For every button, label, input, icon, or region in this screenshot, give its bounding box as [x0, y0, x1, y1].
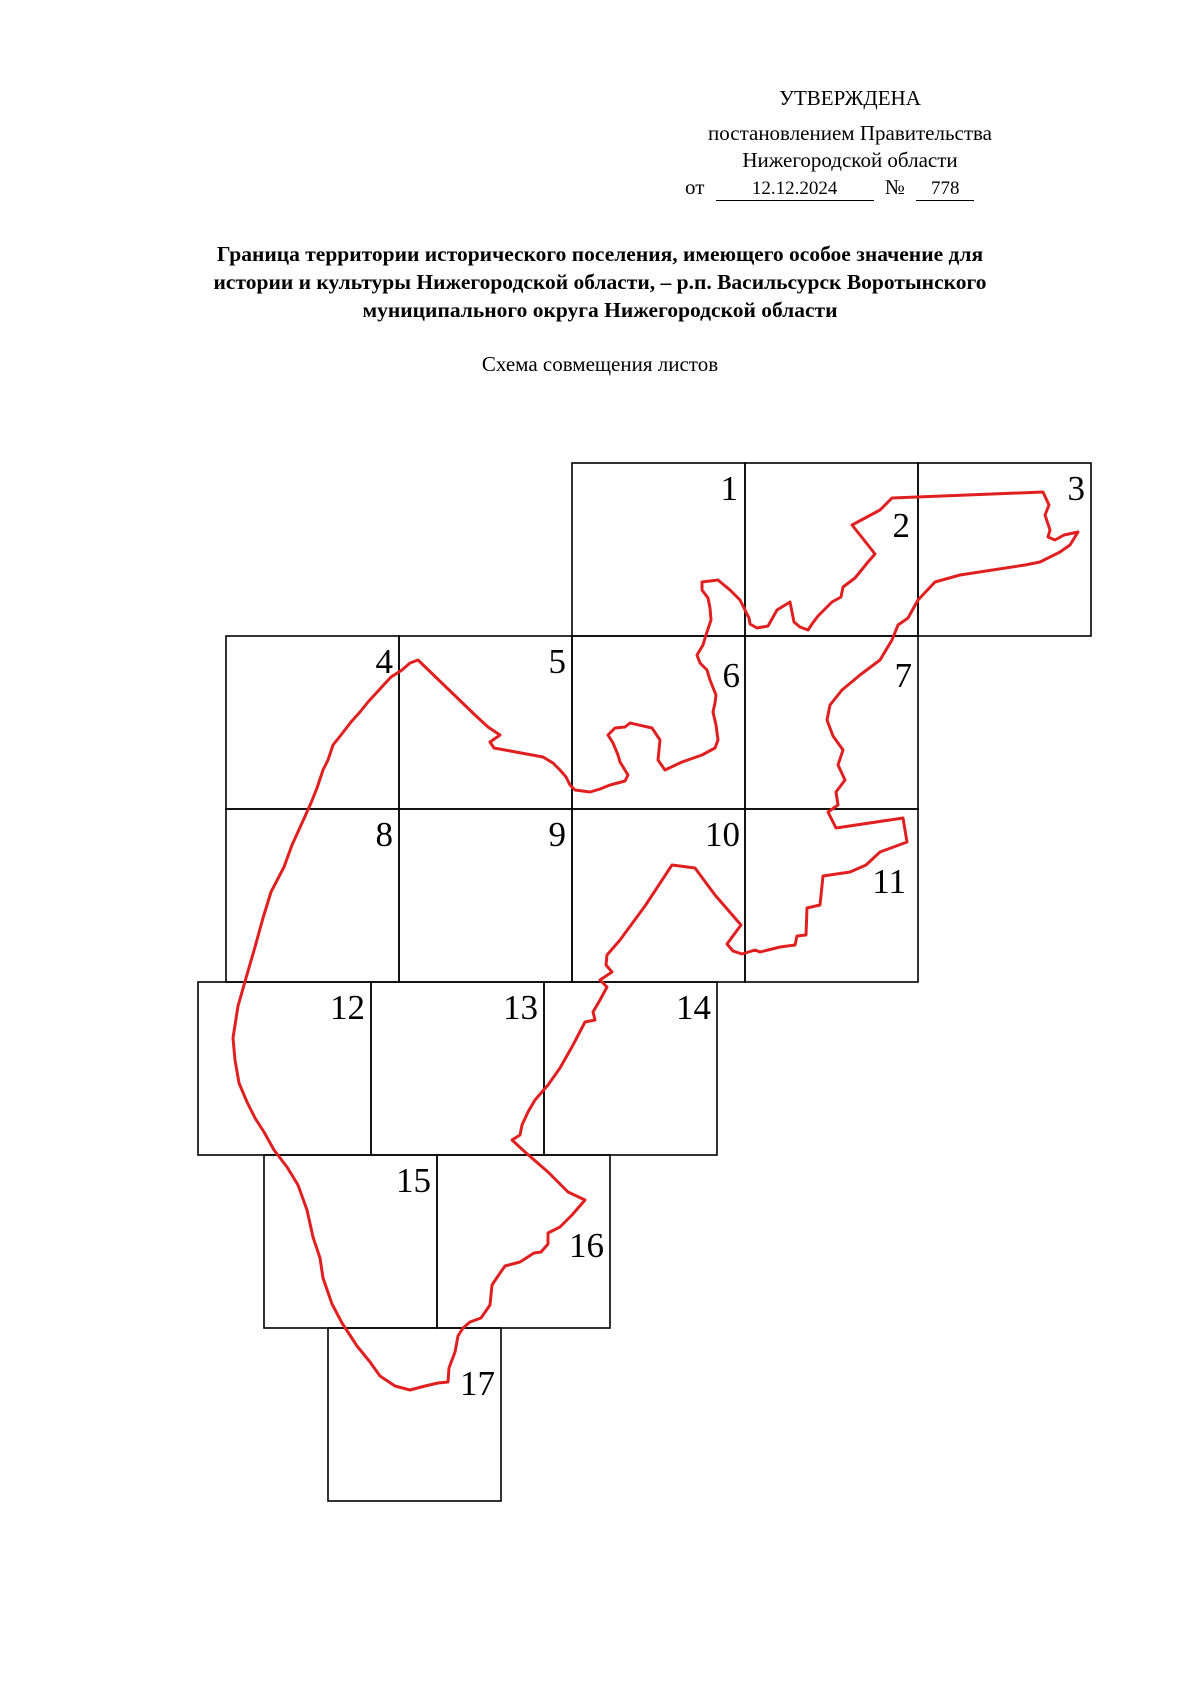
- approval-decree-line: постановлением Правительства: [707, 121, 992, 145]
- sheet-number-5: 5: [548, 642, 566, 681]
- approval-date: 12.12.2024: [716, 178, 874, 201]
- approval-region-line: Нижегородской области: [742, 148, 958, 172]
- sheet-number-2: 2: [892, 506, 910, 545]
- number-sign: №: [884, 175, 905, 199]
- sheet-number-3: 3: [1067, 469, 1085, 508]
- sheet-5: [399, 636, 572, 809]
- heading-line-1: Граница территории исторического поселения, имеющего особое значение для: [216, 242, 984, 266]
- sheet-1: [572, 463, 745, 636]
- heading-line-3: муниципального округа Нижегородской области: [362, 298, 838, 322]
- scheme-subheading: Схема совмещения листов: [481, 352, 719, 376]
- sheet-grid: [198, 463, 1091, 1501]
- sheet-9: [399, 809, 572, 982]
- sheet-number-9: 9: [548, 815, 566, 854]
- approval-stamp-title: УТВЕРЖДЕНА: [779, 86, 921, 110]
- date-prefix: от: [685, 175, 705, 199]
- sheet-number-14: 14: [676, 988, 711, 1027]
- sheet-number-7: 7: [894, 656, 912, 695]
- sheet-17: [328, 1328, 501, 1501]
- sheet-4: [226, 636, 399, 809]
- approval-number: 778: [916, 178, 974, 201]
- sheet-number-6: 6: [722, 656, 740, 695]
- sheet-number-15: 15: [396, 1161, 431, 1200]
- sheet-numbers: [330, 469, 1085, 1403]
- sheet-7: [745, 636, 918, 809]
- sheet-number-4: 4: [375, 642, 393, 681]
- heading-line-2: истории и культуры Нижегородской области, – р.п. Васильсурск Воротынского: [213, 270, 987, 294]
- sheet-number-16: 16: [569, 1226, 604, 1265]
- sheet-number-11: 11: [872, 862, 906, 901]
- sheet-number-8: 8: [375, 815, 393, 854]
- sheet-number-12: 12: [330, 988, 365, 1027]
- sheet-number-17: 17: [460, 1364, 495, 1403]
- settlement-boundary-line: [233, 492, 1078, 1390]
- sheet-2: [745, 463, 918, 636]
- sheet-number-13: 13: [503, 988, 538, 1027]
- sheet-number-10: 10: [705, 815, 740, 854]
- sheet-number-1: 1: [720, 469, 738, 508]
- sheet-6: [572, 636, 745, 809]
